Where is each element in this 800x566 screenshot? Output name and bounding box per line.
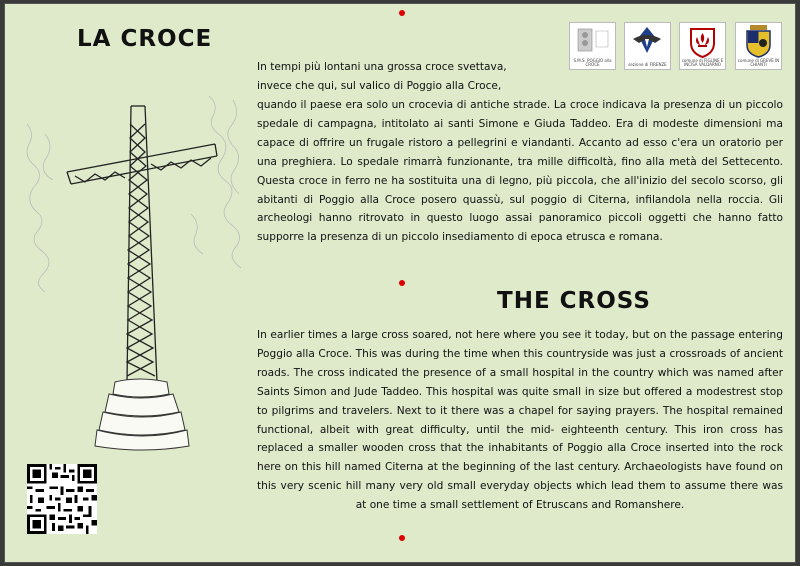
red-dot-marker	[399, 10, 405, 16]
qr-code[interactable]	[27, 464, 97, 534]
logo-strip	[569, 22, 783, 72]
greve-crest	[735, 22, 782, 70]
red-dot-marker	[399, 280, 405, 286]
rock-outline-right	[191, 96, 241, 268]
title-english: THE CROSS	[497, 288, 651, 314]
cai-eagle-logo	[624, 22, 671, 70]
logo-caption: comune di FIGLINE E INCISA VALDARNO	[681, 58, 724, 67]
title-italian: LA CROCE	[77, 26, 213, 52]
red-dot-marker	[399, 535, 405, 541]
logo-caption: sezione di FIRENZE	[628, 62, 667, 67]
italian-intro-text: In tempi più lontani una grossa croce svettava, invece che qui, sul valico di Poggio alla Croce,	[257, 61, 507, 92]
iron-cross-illustration	[19, 94, 255, 454]
italian-body-text: quando il paese era solo un crocevia di antiche strade. La croce indicava la presenza di un piccolo spedale di campagna, intitolato ai santi Simone e Giuda Taddeo. Era di modeste dimensioni ma capace di offrire un frugale ristoro a pellegrini e viandanti. Accanto ad esso c'era un oratorio per una preghiera. Lo spedale rimarrà funzionante, tra mille difficoltà, fino alla metà del Settecento. Questa croce in ferro ne ha sostituita una di legno, più piccola, che all'inizio del secolo scorso, gli abitanti di Poggio alla Croce posero quassù, sul poggio di Citerna, infilandola nella roccia. Gli archeologi hanno ritrovato in questo luogo assai panoramico piccoli oggetti che hanno fatto supporre la presenza di un piccolo insediamento di epoca etrusca e romana.	[257, 99, 783, 244]
cross-base	[95, 379, 189, 450]
info-panel	[4, 3, 796, 563]
figline-lily-crest	[679, 22, 726, 70]
logo-caption: comune di GREVE IN CHIANTI	[737, 58, 780, 67]
english-body-text: In earlier times a large cross soared, not here where you see it today, but on the passage entering Poggio alla Croce. This was during the time when this countryside was just a crossroads of ancient roads. The cross indicated the presence of a small hospital in the country which was named after Saints Simon and Jude Taddeo. This hospital was quite small in size but offered a modestrest stop to pilgrims and travelers. Next to it there was a chapel for saying prayers. The hospital remained functional, albeit with great difficulty, until the mid- eighteenth century. This iron cross has replaced a smaller wooden cross that the inhabitants of Poggio alla Croce inserted into the rock here on this hill named Citerna at the beginning of the last century. Archaeologists have found on this very scenic hill many very old small everyday objects which lead them to assume there was at one time a small settlement of Etruscans and Romanshere.	[257, 329, 783, 512]
sms-poggio-logo	[569, 22, 616, 70]
logo-caption: S.M.S. POGGIO alla CROCE	[573, 58, 612, 67]
rock-outline-left	[27, 124, 53, 292]
